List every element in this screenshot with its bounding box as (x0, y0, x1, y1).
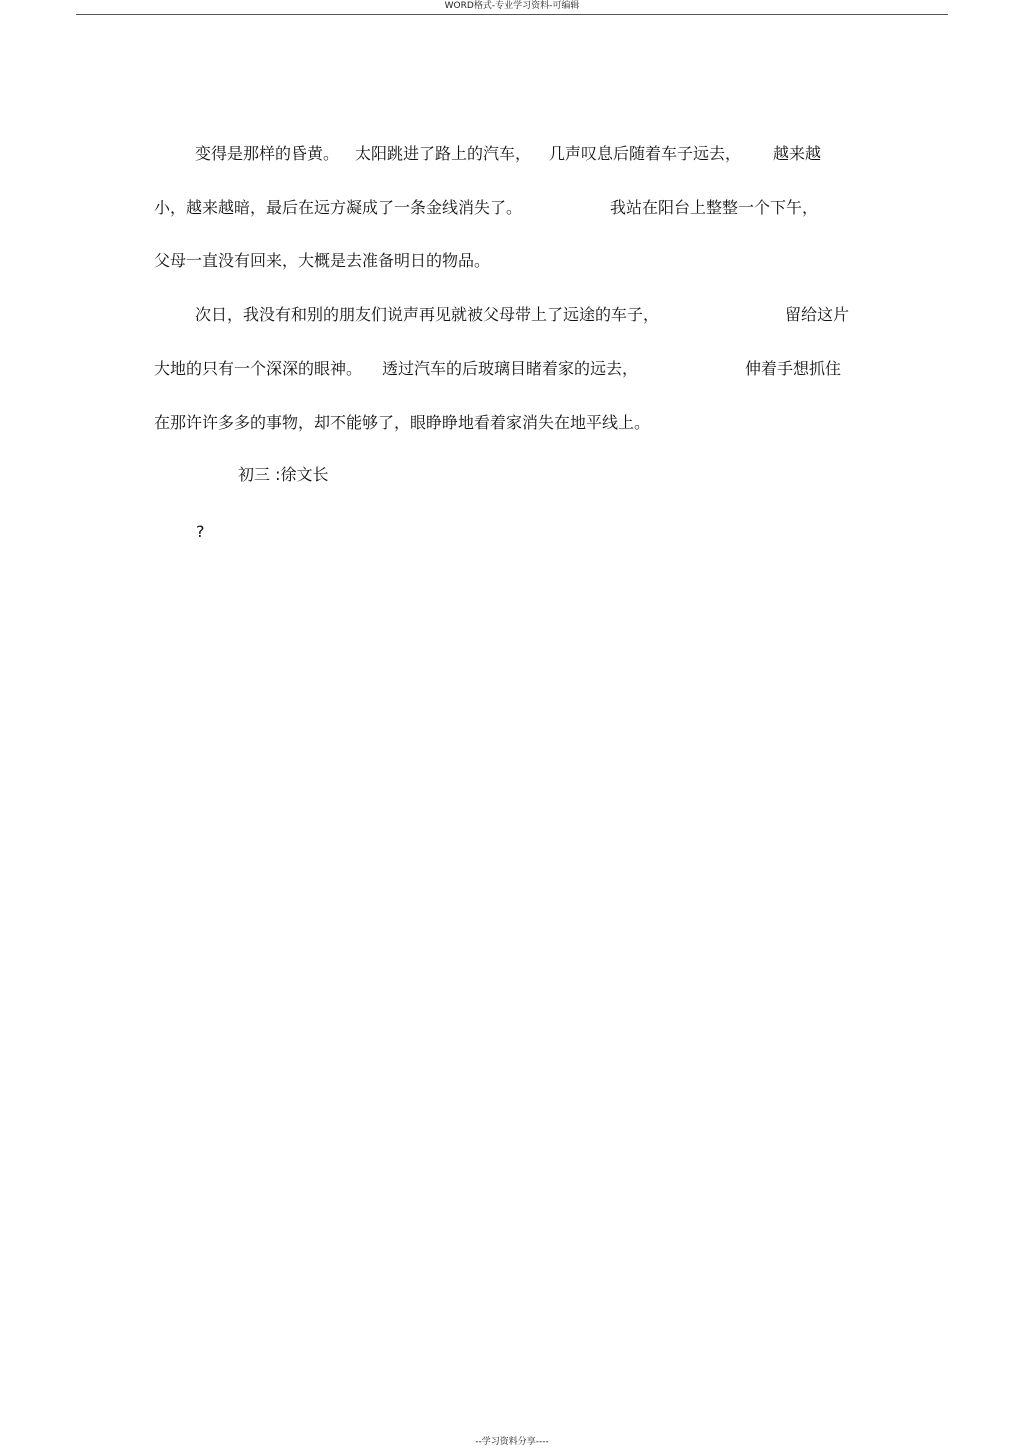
text-segment: 大地的只有一个深深的眼神。 (154, 359, 363, 378)
text-segment: 太阳跳进了路上的汽车， (355, 144, 532, 163)
question-mark: ? (196, 522, 205, 541)
text-segment: 伸着手想抓住 (745, 359, 842, 378)
text-segment: 我站在阳台上整整一个下午， (610, 198, 819, 217)
paragraph2-line1 (0, 305, 1024, 325)
text-segment: 在那许许多多的事物，却不能够了，眼睁睁地看着家消失在地平线上。 (154, 413, 651, 432)
text-segment: 透过汽车的后玻璃目睹着家的远去， (382, 359, 639, 378)
text-segment: 次日，我没有和别的朋友们说声再见就被父母带上了远途的车子， (195, 305, 660, 324)
text-segment: 变得是那样的昏黄。 (195, 144, 340, 163)
paragraph1-line3 (0, 251, 1024, 271)
paragraph1-line1 (0, 144, 1024, 164)
paragraph2-line2 (0, 359, 1024, 379)
text-segment: 留给这片 (785, 305, 850, 324)
paragraph1-line2 (0, 198, 1024, 218)
text-segment: 越来越 (773, 144, 822, 163)
text-segment: 小，越来越暗，最后在远方凝成了一条金线消失了。 (154, 198, 523, 217)
author-signature: 初三 :徐文长 (238, 465, 329, 484)
page-header: WORD格式-专业学习资料-可编辑 (76, 0, 948, 15)
paragraph2-line3 (0, 413, 1024, 433)
page-footer: --学习资料分享---- (475, 1437, 549, 1447)
text-segment: 几声叹息后随着车子远去， (549, 144, 742, 163)
text-segment: 父母一直没有回来，大概是去准备明日的物品。 (154, 251, 491, 270)
